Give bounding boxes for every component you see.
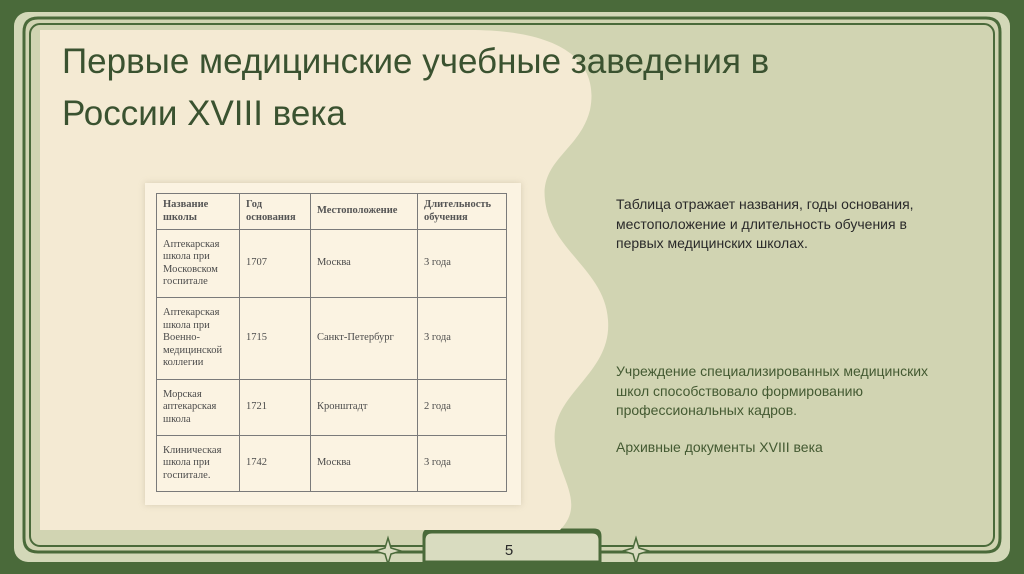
cell-duration: 3 года: [418, 436, 507, 492]
cell-duration: 2 года: [418, 380, 507, 436]
cell-duration: 3 года: [418, 230, 507, 298]
header-duration: Длительность обучения: [418, 194, 507, 230]
table-row: [157, 230, 507, 298]
cell-location: Санкт-Петербург: [311, 298, 418, 380]
cell-location: Москва: [311, 436, 418, 492]
cell-location: Кронштадт: [311, 380, 418, 436]
cell-duration: 3 года: [418, 298, 507, 380]
table-description: Таблица отражает названия, годы основания, местоположение и длительность обучения в первых медицинских школах.: [616, 196, 914, 251]
header-name: Название школы: [157, 194, 240, 230]
table-image: [145, 183, 521, 505]
cell-location: Москва: [311, 230, 418, 298]
conclusion-text: Учреждение специализированных медицинских школ способствовало формированию профессиональных кадров.: [616, 363, 929, 418]
header-year: Год основания: [240, 194, 311, 230]
slide-title: Первые медицинские учебные заведения в России XVIII века: [62, 42, 770, 133]
table-row: [157, 298, 507, 380]
table-header-row: [157, 194, 507, 230]
cell-name: Аптекарская школа при Московском госпитале: [157, 230, 240, 298]
header-location: Местоположение: [311, 194, 418, 230]
cell-year: 1715: [240, 298, 311, 380]
table-row: [157, 380, 507, 436]
table-row: [157, 436, 507, 492]
page-number: 5: [504, 542, 514, 559]
schools-table: [156, 193, 507, 492]
cell-name: Аптекарская школа при Военно-медицинской коллегии: [157, 298, 240, 380]
cell-year: 1742: [240, 436, 311, 492]
source-text: Архивные документы XVIII века: [616, 439, 823, 455]
cell-name: Морская аптекарская школа: [157, 380, 240, 436]
cell-year: 1707: [240, 230, 311, 298]
cell-year: 1721: [240, 380, 311, 436]
cell-name: Клиническая школа при госпитале.: [157, 436, 240, 492]
